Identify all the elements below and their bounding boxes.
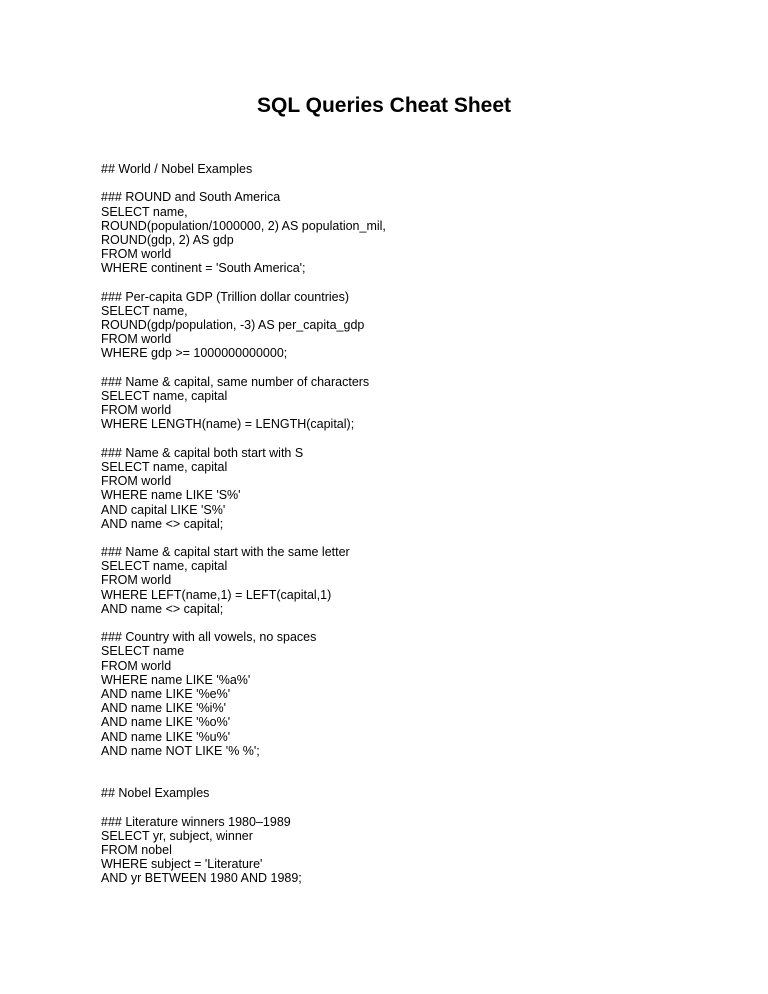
spacer bbox=[101, 276, 721, 290]
query-line: SELECT name, capital bbox=[101, 559, 228, 574]
query-line: WHERE gdp >= 1000000000000; bbox=[101, 346, 288, 361]
query-line: WHERE subject = 'Literature' bbox=[101, 857, 263, 872]
query-line: AND yr BETWEEN 1980 AND 1989; bbox=[101, 871, 302, 886]
query-header: ### Country with all vowels, no spaces bbox=[101, 630, 317, 645]
spacer bbox=[101, 361, 721, 375]
query-block-round-south-america bbox=[101, 190, 721, 275]
query-block-literature-winners bbox=[101, 815, 721, 886]
query-header: ### Name & capital both start with S bbox=[101, 445, 304, 460]
query-line: SELECT name bbox=[101, 644, 185, 659]
query-line: SELECT name, bbox=[101, 204, 188, 219]
query-header: ### Literature winners 1980–1989 bbox=[101, 814, 291, 829]
section-heading-world: ## World / Nobel Examples bbox=[101, 162, 253, 176]
query-header: ### ROUND and South America bbox=[101, 190, 281, 205]
query-line: WHERE LEFT(name,1) = LEFT(capital,1) bbox=[101, 587, 332, 602]
query-block-all-vowels bbox=[101, 630, 721, 758]
query-line: ROUND(population/1000000, 2) AS population_mil, bbox=[101, 218, 386, 233]
spacer bbox=[101, 758, 721, 786]
query-line: FROM world bbox=[101, 247, 172, 262]
query-header: ### Name & capital start with the same letter bbox=[101, 545, 350, 560]
spacer bbox=[101, 432, 721, 446]
query-line: ROUND(gdp, 2) AS gdp bbox=[101, 232, 234, 247]
query-line: FROM world bbox=[101, 573, 172, 588]
query-header: ### Name & capital, same number of characters bbox=[101, 374, 370, 389]
section-heading-nobel: ## Nobel Examples bbox=[101, 786, 210, 801]
query-line: WHERE LENGTH(name) = LENGTH(capital); bbox=[101, 417, 355, 432]
page-title: SQL Queries Cheat Sheet bbox=[256, 94, 512, 117]
spacer bbox=[101, 531, 721, 545]
spacer bbox=[101, 176, 721, 190]
query-line: SELECT name, capital bbox=[101, 459, 228, 474]
spacer bbox=[101, 800, 721, 814]
query-block-same-length bbox=[101, 375, 721, 432]
query-line: AND name LIKE '%u%' bbox=[101, 729, 231, 744]
query-line: AND capital LIKE 'S%' bbox=[101, 502, 226, 517]
spacer bbox=[101, 616, 721, 630]
query-line: AND name <> capital; bbox=[101, 601, 224, 616]
query-line: ROUND(gdp/population, -3) AS per_capita_gdp bbox=[101, 318, 365, 333]
query-line: WHERE name LIKE 'S%' bbox=[101, 488, 241, 503]
query-line: SELECT name, capital bbox=[101, 389, 228, 403]
query-line: AND name <> capital; bbox=[101, 516, 224, 531]
query-line: AND name LIKE '%i%' bbox=[101, 701, 226, 716]
query-line: SELECT yr, subject, winner bbox=[101, 828, 253, 843]
query-block-per-capita-gdp bbox=[101, 290, 721, 361]
query-line: SELECT name, bbox=[101, 303, 188, 318]
query-header: ### Per-capita GDP (Trillion dollar countries) bbox=[101, 289, 350, 304]
query-line: WHERE continent = 'South America'; bbox=[101, 261, 306, 276]
query-line: AND name LIKE '%e%' bbox=[101, 686, 231, 701]
query-line: FROM world bbox=[101, 658, 172, 673]
query-line: FROM nobel bbox=[101, 843, 172, 858]
query-line: FROM world bbox=[101, 332, 172, 347]
query-line: AND name NOT LIKE '% %'; bbox=[101, 743, 260, 758]
document-body bbox=[101, 162, 721, 886]
query-block-start-with-s bbox=[101, 446, 721, 531]
query-line: FROM world bbox=[101, 403, 172, 418]
query-block-same-letter bbox=[101, 545, 721, 616]
query-line: AND name LIKE '%o%' bbox=[101, 715, 231, 730]
query-line: FROM world bbox=[101, 474, 172, 489]
query-line: WHERE name LIKE '%a%' bbox=[101, 672, 251, 687]
